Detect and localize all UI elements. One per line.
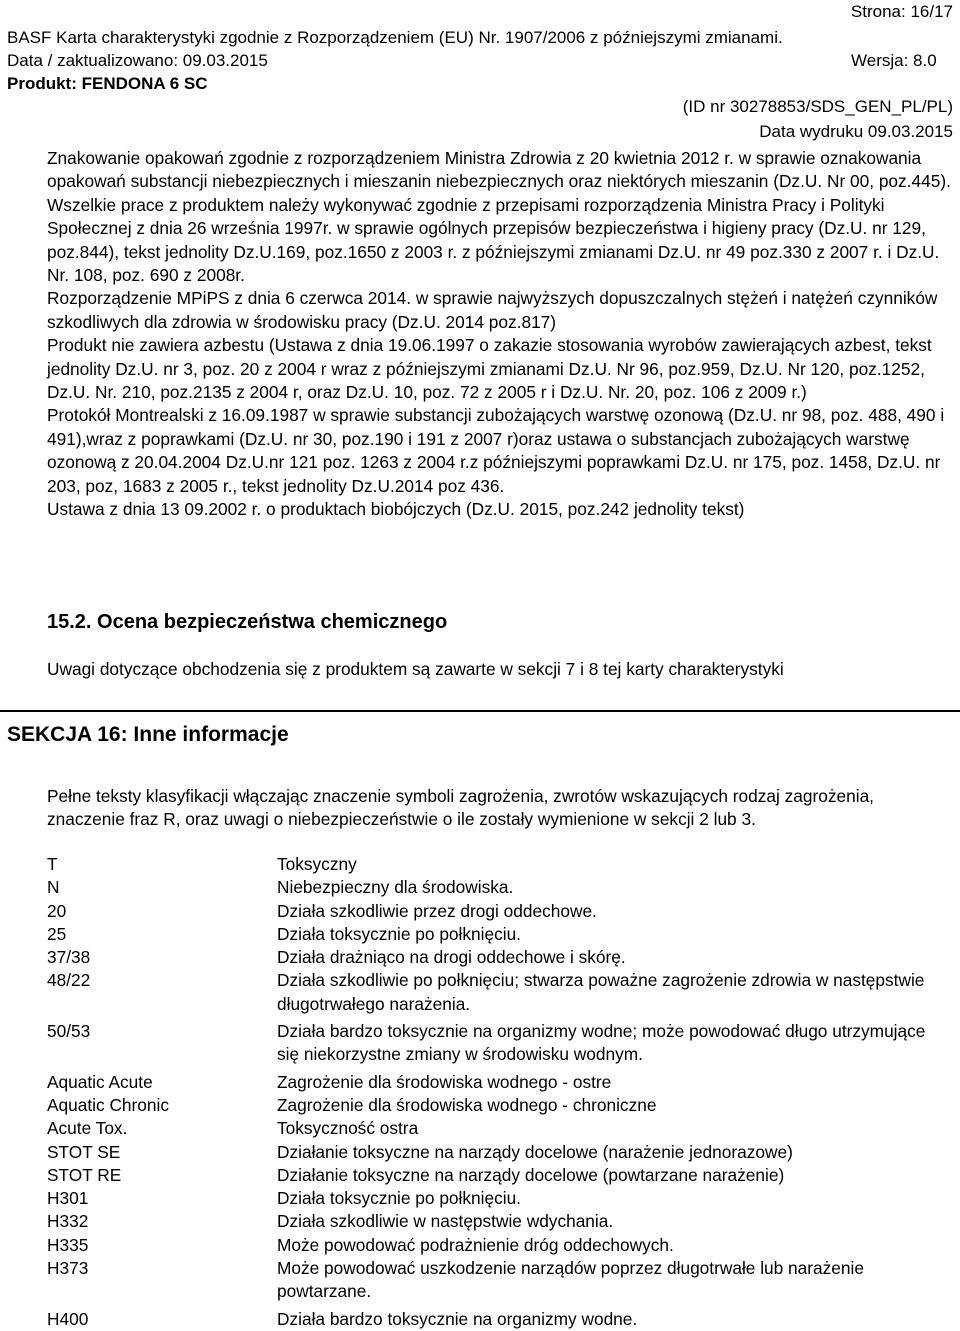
section-intro: Pełne teksty klasyfikacji włączając znaczenie symboli zagrożenia, zwrotów wskazujących rodzaj zagrożenia, znaczenie fraz R, oraz uwagi o niebezpieczeństwie o ile zostały wymienione w sekcji 2 lub 3.	[47, 786, 874, 830]
section-divider	[0, 710, 960, 712]
document-id: (ID nr 30278853/SDS_GEN_PL/PL)	[682, 97, 953, 116]
hazard-code: 48/22	[47, 970, 91, 991]
date-updated: Data / zaktualizowano: 09.03.2015	[7, 51, 268, 70]
hazard-row	[47, 1234, 952, 1257]
page-number: Strona: 16/17	[850, 2, 953, 21]
hazard-description: Działa drażniąco na drogi oddechowe i skórę.	[277, 947, 626, 968]
hazard-code: H301	[47, 1188, 89, 1209]
regulation-paragraph: Produkt nie zawiera azbestu (Ustawa z dnia 19.06.1997 o zakazie stosowania wyrobów zawierających azbest, tekst jednolity Dz.U. nr 3, poz. 20 z 2004 r wraz z późniejszymi zmianami Dz.U. Nr 96, poz.959, Dz.U. Nr 120, poz.1252, Dz.U. Nr. 210, poz.2135 z 2004 r, oraz Dz.U. 10, poz. 72 z 2005 r i Dz.U. Nr. 20, poz. 106 z 2009 r.)	[47, 335, 932, 403]
product-name: Produkt: FENDONA 6 SC	[7, 74, 208, 93]
hazard-description: Działa szkodliwie w następstwie wdychania.	[277, 1211, 614, 1232]
hazard-description: Działanie toksyczne na narządy docelowe (narażenie jednorazowe)	[277, 1141, 793, 1162]
hazard-description: Zagrożenie dla środowiska wodnego - ostre	[277, 1071, 612, 1092]
hazard-code: H332	[47, 1211, 89, 1232]
hazard-code: H400	[47, 1308, 89, 1329]
hazard-description: Niebezpieczny dla środowiska.	[277, 877, 514, 898]
hazard-row	[47, 853, 952, 876]
hazard-description: Działa toksycznie po połknięciu.	[277, 923, 521, 944]
regulation-paragraph: Rozporządzenie MPiPS z dnia 6 czerwca 2014. w sprawie najwyższych dopuszczalnych stężeń i natężeń czynników szkodliwych dla zdrowia w środowisku pracy (Dz.U. 2014 poz.817)	[47, 288, 938, 332]
version: Wersja: 8.0	[851, 51, 937, 70]
hazard-code: 20	[47, 900, 67, 921]
regulation-paragraph: Ustawa z dnia 13 09.2002 r. o produktach biobójczych (Dz.U. 2015, poz.242 jednolity tekst)	[47, 499, 745, 520]
hazard-row	[47, 1164, 952, 1187]
hazard-description: Działa bardzo toksycznie na organizmy wodne; może powodować długo utrzymujące się niekorzystne zmiany w środowisku wodnym.	[277, 1021, 926, 1065]
hazard-code: 37/38	[47, 947, 91, 968]
hazard-row	[47, 1071, 952, 1094]
hazard-row	[47, 1020, 952, 1067]
hazard-description: Działa bardzo toksycznie na organizmy wodne.	[277, 1308, 638, 1329]
regulation-title: BASF Karta charakterystyki zgodnie z Rozporządzeniem (EU) Nr. 1907/2006 z późniejszymi zmianami.	[7, 28, 783, 47]
hazard-code: Acute Tox.	[47, 1118, 128, 1139]
regulation-paragraph: Protokół Montrealski z 16.09.1987 w sprawie substancji zubożających warstwę ozonową (Dz.U. nr 98, poz. 488, 490 i 491),wraz z poprawkami (Dz.U. nr 30, poz.190 i 191 z 2007 r)oraz ustawa o substancjach zubożających warstwę ozonową z 20.04.2004 Dz.U.nr 121 poz. 1263 z 2004 r.z późniejszymi poprawkami Dz.U. nr 175, poz. 1458, Dz.U. nr 203, poz, 1683 z 2005 r., tekst jednolity Dz.U.2014 poz 436.	[47, 405, 945, 496]
hazard-row	[47, 876, 952, 899]
hazard-row	[47, 1117, 952, 1140]
hazard-code: T	[47, 854, 58, 874]
hazard-row	[47, 1210, 952, 1233]
hazard-description: Może powodować podrażnienie dróg oddechowych.	[277, 1234, 674, 1255]
hazard-code: Aquatic Acute	[47, 1071, 153, 1092]
hazard-code: STOT SE	[47, 1141, 121, 1162]
hazard-code: H373	[47, 1258, 89, 1279]
hazard-code: N	[47, 877, 60, 898]
hazard-description: Działanie toksyczne na narządy docelowe (powtarzane narażenie)	[277, 1164, 785, 1185]
subsection-text: Uwagi dotyczące obchodzenia się z produktem są zawarte w sekcji 7 i 8 tej karty charakterystyki	[47, 659, 784, 679]
print-date: Data wydruku 09.03.2015	[759, 122, 953, 141]
hazard-row	[47, 946, 952, 969]
regulation-paragraph: Wszelkie prace z produktem należy wykonywać zgodnie z przepisami rozporządzenia Ministra Pracy i Polityki Społecznej z dnia 26 września 1997r. w sprawie ogólnych przepisów bezpieczeństwa i higieny pracy (Dz.U. nr 129, poz.844), tekst jednolity Dz.U.169, poz.1650 z 2003 r. z późniejszymi zmianami Dz.U. nr 49 poz.330 z 2007 r. i Dz.U. Nr. 108, poz. 690 z 2008r.	[47, 194, 940, 286]
hazard-row	[47, 1308, 952, 1331]
hazard-row	[47, 900, 952, 923]
hazard-table	[47, 853, 952, 1331]
hazard-code: 25	[47, 923, 67, 944]
hazard-row	[47, 923, 952, 946]
hazard-code: H335	[47, 1234, 89, 1255]
hazard-description: Działa szkodliwie po połknięciu; stwarza poważne zagrożenie zdrowia w następstwie długotrwałego narażenia.	[277, 970, 925, 1014]
hazard-description: Toksyczność ostra	[277, 1118, 419, 1139]
regulation-paragraph: Znakowanie opakowań zgodnie z rozporządzeniem Ministra Zdrowia z 20 kwietnia 2012 r. w sprawie oznakowania opakowań substancji niebezpiecznych i mieszanin niebezpiecznych oraz niektórych mieszanin (Dz.U. Nr 00, poz.445).	[47, 148, 951, 192]
hazard-row	[47, 1141, 952, 1164]
subsection-title: 15.2. Ocena bezpieczeństwa chemicznego	[47, 611, 448, 633]
hazard-code: STOT RE	[47, 1164, 122, 1185]
hazard-description: Toksyczny	[277, 854, 357, 874]
hazard-row	[47, 1257, 952, 1304]
hazard-row	[47, 1094, 952, 1117]
hazard-code: 50/53	[47, 1021, 91, 1042]
regulations-block	[47, 147, 952, 522]
hazard-description: Może powodować uszkodzenie narządów poprzez długotrwałe lub narażenie powtarzane.	[277, 1258, 864, 1302]
hazard-description: Działa szkodliwie przez drogi oddechowe.	[277, 900, 597, 921]
hazard-row	[47, 969, 952, 1016]
section-title: SEKCJA 16: Inne informacje	[7, 723, 289, 746]
hazard-row	[47, 1187, 952, 1210]
hazard-description: Działa toksycznie po połknięciu.	[277, 1188, 521, 1209]
hazard-description: Zagrożenie dla środowiska wodnego - chroniczne	[277, 1094, 657, 1115]
hazard-code: Aquatic Chronic	[47, 1094, 169, 1115]
